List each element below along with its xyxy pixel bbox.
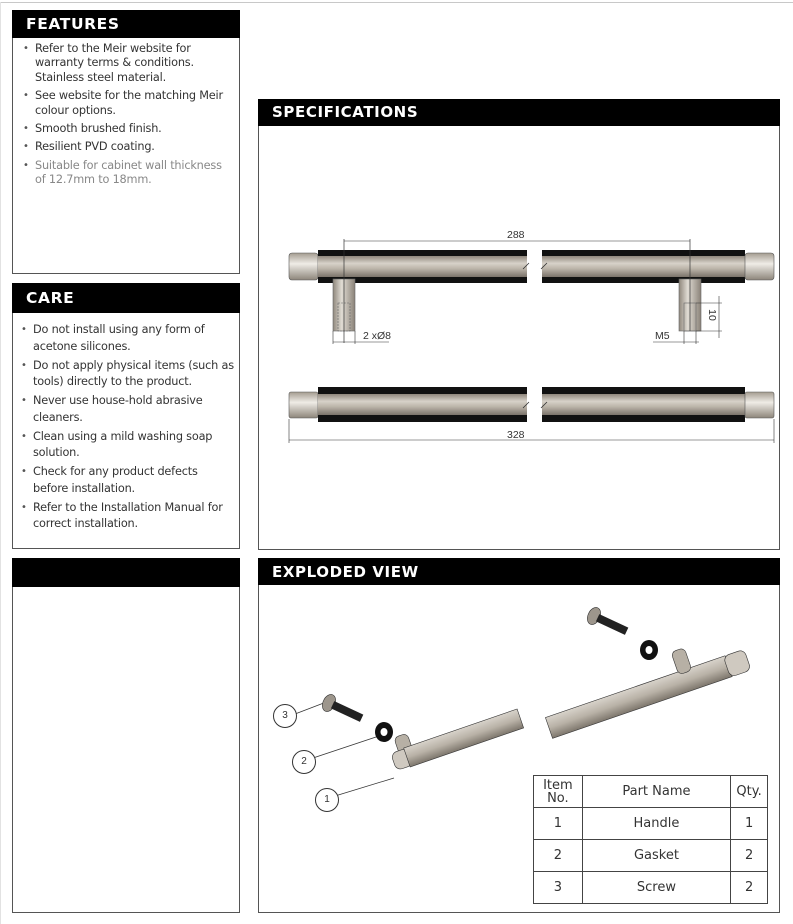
blank-panel bbox=[12, 558, 240, 913]
features-item: • Smooth brushed finish. bbox=[23, 122, 235, 136]
care-item: • Refer to the Installation Manual for correct installation. bbox=[21, 500, 235, 533]
care-item: • Clean using a mild washing soap solution. bbox=[21, 429, 235, 462]
dimension-centres: 288 bbox=[507, 229, 525, 241]
features-panel bbox=[12, 10, 240, 274]
parts-table bbox=[533, 775, 768, 904]
table-row bbox=[534, 808, 768, 840]
specifications-heading: SPECIFICATIONS bbox=[258, 99, 780, 126]
dimension-thread-depth: 10 bbox=[705, 309, 718, 321]
exploded-view-heading: EXPLODED VIEW bbox=[258, 558, 780, 585]
dimension-overall-length: 328 bbox=[507, 429, 525, 441]
features-item: • Refer to the Meir website for warranty terms & conditions. Stainless steel material. bbox=[23, 42, 235, 85]
care-item: • Do not apply physical items (such as tools) directly to the product. bbox=[21, 358, 235, 391]
top-view-bar bbox=[289, 387, 774, 443]
dimension-leg-diameter: 2 xØ8 bbox=[363, 330, 392, 342]
care-item: • Never use house-hold abrasive cleaners. bbox=[21, 393, 235, 426]
specifications-panel bbox=[258, 99, 780, 550]
page-top-rule bbox=[0, 2, 793, 3]
header-item-no: Item No. bbox=[534, 776, 583, 808]
care-panel bbox=[12, 283, 240, 549]
handle-drawing bbox=[259, 99, 781, 550]
page-left-rule bbox=[0, 2, 1, 924]
cell-qty: 1 bbox=[731, 808, 768, 840]
cell-name: Screw bbox=[582, 872, 730, 904]
cell-qty: 2 bbox=[731, 872, 768, 904]
features-item: • See website for the matching Meir colour options. bbox=[23, 89, 235, 118]
care-list bbox=[21, 322, 235, 535]
exploded-view-panel bbox=[258, 558, 780, 913]
header-qty: Qty. bbox=[731, 776, 768, 808]
features-item: • Resilient PVD coating. bbox=[23, 140, 235, 154]
features-heading: FEATURES bbox=[12, 10, 240, 38]
care-item: • Check for any product defects before installation. bbox=[21, 464, 235, 497]
side-view-with-legs bbox=[289, 239, 774, 344]
callout-3: 3 bbox=[273, 704, 297, 728]
cell-item: 3 bbox=[534, 872, 583, 904]
care-heading: CARE bbox=[12, 283, 240, 313]
cell-name: Gasket bbox=[582, 840, 730, 872]
cell-name: Handle bbox=[582, 808, 730, 840]
dimension-thread: M5 bbox=[655, 330, 670, 342]
cell-item: 1 bbox=[534, 808, 583, 840]
cell-item: 2 bbox=[534, 840, 583, 872]
header-part-name: Part Name bbox=[582, 776, 730, 808]
table-row bbox=[534, 840, 768, 872]
table-row bbox=[534, 872, 768, 904]
features-item: • Suitable for cabinet wall thickness of 12.7mm to 18mm. bbox=[23, 159, 235, 188]
blank-panel-heading bbox=[12, 558, 240, 587]
callout-2: 2 bbox=[292, 750, 316, 774]
features-list bbox=[23, 42, 235, 192]
parts-table-header bbox=[534, 776, 768, 808]
care-item: • Do not install using any form of acetone silicones. bbox=[21, 322, 235, 355]
callout-1: 1 bbox=[315, 788, 339, 812]
cell-qty: 2 bbox=[731, 840, 768, 872]
